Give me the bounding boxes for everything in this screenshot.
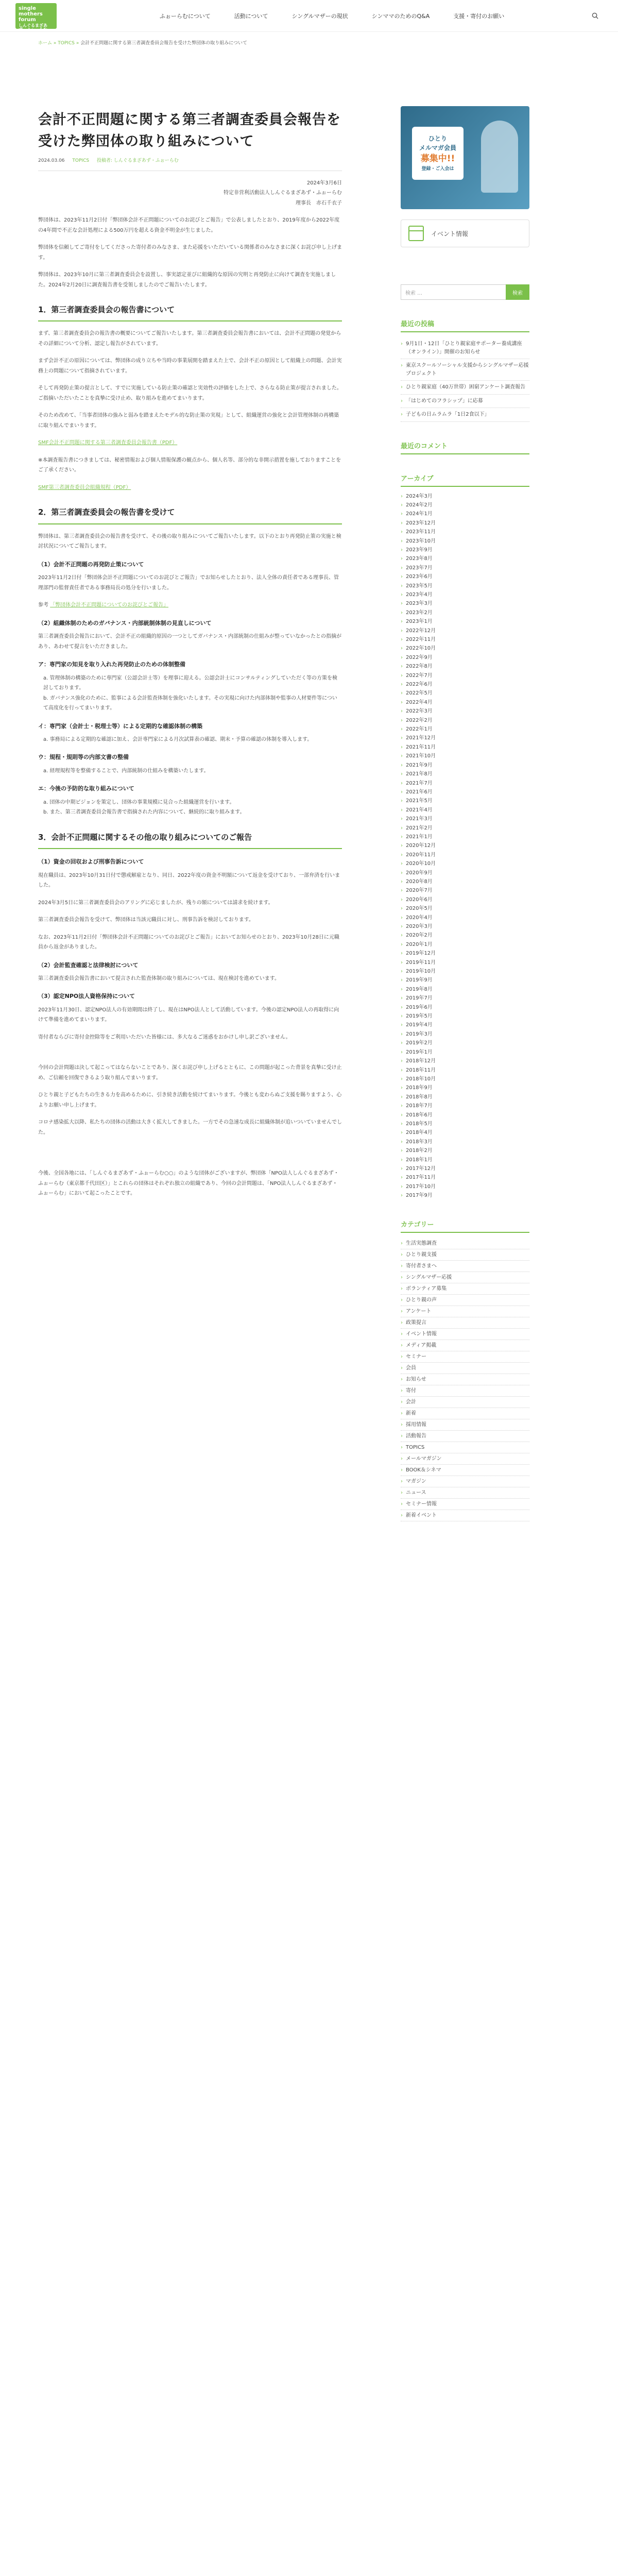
archive-item[interactable]: › 2018年3月 <box>401 1138 529 1146</box>
category-item[interactable]: › セミナー情報 <box>401 1499 529 1510</box>
archive-item[interactable]: › 2021年8月 <box>401 770 529 778</box>
category-item[interactable]: › 政策提言 <box>401 1317 529 1329</box>
archive-item[interactable]: › 2023年6月 <box>401 572 529 581</box>
category-item[interactable]: › 寄付 <box>401 1385 529 1397</box>
archive-item[interactable]: › 2022年8月 <box>401 662 529 671</box>
banner-sub: 登録・ご入会は <box>421 166 454 172</box>
category-item[interactable]: › お知らせ <box>401 1374 529 1385</box>
archive-item[interactable]: › 2018年10月 <box>401 1075 529 1083</box>
archive-item[interactable]: › 2023年9月 <box>401 546 529 554</box>
recent-post-item[interactable]: › 「はじめてのフラシップ」に応募 <box>401 395 529 409</box>
category-item[interactable]: › イベント情報 <box>401 1329 529 1340</box>
post-date: 2024.03.06 <box>38 158 65 163</box>
archive-item[interactable]: › 2019年3月 <box>401 1030 529 1039</box>
archive-item[interactable]: › 2023年8月 <box>401 554 529 563</box>
archive-item[interactable]: › 2023年3月 <box>401 599 529 608</box>
banner-text <box>412 127 464 180</box>
closing-paragraph: コロナ感染拡大以降、私たちの団体の活動は大きく拡大してきました。一方でその急速な成長に組織体制が追いついていませんでした。 <box>38 1120 342 1136</box>
subsection-heading: イ：専門家（会計士・税理士等）による定期的な確認体制の構築 <box>38 722 202 730</box>
archive-item[interactable]: › 2021年9月 <box>401 761 529 770</box>
paragraph: 現在職員は、2023年10月31日付で懲戒解雇となり、同日、2022年度の資金不明額について返金を受けており、一部弁済を行いました。 <box>38 872 340 888</box>
section-heading: 2．第三者調査委員会の報告書を受けて <box>38 505 342 524</box>
archive-item[interactable]: › 2021年10月 <box>401 752 529 760</box>
reference-label: 参考 <box>38 602 48 608</box>
archive-item[interactable]: › 2020年7月 <box>401 886 529 895</box>
category-item[interactable]: › アンケート <box>401 1306 529 1317</box>
paragraph: 第三者調査委員会報告書において提言された監査体制の取り組みについては、現在検討を進めています。 <box>38 975 280 981</box>
mailmagazine-banner[interactable] <box>401 106 529 209</box>
list-item: a. 事務局による定期的な確認に加え、会計専門家による月次試算表の確認、期末・予算の確認の体制を導入します。 <box>43 736 313 742</box>
archive-item[interactable]: › 2018年2月 <box>401 1146 529 1155</box>
widget-title-comments: 最近のコメント <box>401 440 529 454</box>
recent-post-item[interactable]: › ひとり親家庭（40万世帯）困窮アンケート調査報告 <box>401 381 529 395</box>
category-item[interactable]: › 寄付者さまへ <box>401 1261 529 1272</box>
category-item[interactable]: › ひとり親の声 <box>401 1295 529 1306</box>
recent-post-item[interactable]: › 東京スクールソーシャル支援からシングルマザー応援プロジェクト <box>401 359 529 381</box>
search-button[interactable]: 検索 <box>506 284 529 300</box>
list <box>43 766 342 776</box>
archive-item[interactable]: › 2021年3月 <box>401 815 529 823</box>
archive-item[interactable]: › 2020年4月 <box>401 913 529 922</box>
archive-item[interactable]: › 2018年1月 <box>401 1156 529 1164</box>
archive-item[interactable]: › 2020年9月 <box>401 869 529 877</box>
category-item[interactable]: › 活動報告 <box>401 1431 529 1442</box>
breadcrumb-category[interactable]: TOPICS <box>58 41 75 46</box>
archive-item[interactable]: › 2018年6月 <box>401 1111 529 1120</box>
archive-item[interactable]: › 2023年5月 <box>401 582 529 590</box>
paragraph: そのため改めて、「当事者団体の強みと弱みを踏まえたモデル的な防止策の実現」として、組織運営の強化と会計管理体制の再構築に取り組んでまいります。 <box>38 413 339 429</box>
archive-item[interactable]: › 2019年10月 <box>401 967 529 976</box>
archive-item[interactable]: › 2020年8月 <box>401 877 529 886</box>
archive-item[interactable]: › 2021年12月 <box>401 734 529 742</box>
archive-item[interactable]: › 2018年5月 <box>401 1120 529 1128</box>
list-item: a. 経理規程等を整備することで、内部統制の仕組みを構築いたします。 <box>43 768 209 774</box>
list <box>43 798 342 818</box>
post-author: 投稿者: しんぐるまざあず・ふぉーらむ <box>96 158 179 163</box>
category-item[interactable]: › BOOK＆シネマ <box>401 1465 529 1476</box>
subsection-heading: ア：専門家の知見を取り入れた再発防止のための体制整備 <box>38 661 185 668</box>
category-item[interactable]: › ニュース <box>401 1487 529 1499</box>
category-item[interactable]: › 会計 <box>401 1397 529 1408</box>
nav-donate[interactable]: 支援・寄付のお願い <box>453 13 505 20</box>
archive-item[interactable]: › 2021年11月 <box>401 743 529 752</box>
subsection-heading: （3）認定NPO法人資格保持について <box>38 993 135 1000</box>
paragraph: 弊団体は、第三者調査委員会の報告書を受けて、その後の取り組みについてご報告いたします。以下のとおり再発防止策の実施と検討状況についてご報告します。 <box>38 533 341 550</box>
archive-item[interactable]: › 2019年9月 <box>401 976 529 985</box>
archive-item[interactable]: › 2021年7月 <box>401 779 529 788</box>
category-item[interactable]: › TOPICS <box>401 1442 529 1453</box>
archive-item[interactable]: › 2018年8月 <box>401 1093 529 1101</box>
archive-item[interactable]: › 2022年6月 <box>401 680 529 689</box>
breadcrumb-separator: » <box>53 41 57 46</box>
category-item[interactable]: › シングルマザー応援 <box>401 1272 529 1283</box>
recent-post-item[interactable]: › 子どもの日ムラムラ「1日2食以下」 <box>401 408 529 422</box>
category-item[interactable]: › マガジン <box>401 1476 529 1487</box>
breadcrumb-separator: » <box>76 41 79 46</box>
breadcrumb-home[interactable]: ホーム <box>38 41 53 46</box>
logo-line: single <box>19 5 36 11</box>
list <box>43 735 342 745</box>
archive-item[interactable]: › 2021年2月 <box>401 824 529 833</box>
calendar-icon <box>408 226 424 241</box>
paragraph: なお、2023年11月2日付「弊団体会計不正問題についてのお詫びとご報告」においてお知らせのとおり、2023年10月28日に元職員から返金がありました。 <box>38 934 339 950</box>
banner-line: 募集中!! <box>420 154 455 164</box>
banner-line: ひとり <box>428 135 447 142</box>
category-item[interactable]: › メールマガジン <box>401 1453 529 1465</box>
nav-status[interactable]: シングルマザーの現状 <box>291 13 348 20</box>
reference-link[interactable]: 「弊団体会計不正問題についてのお詫びとご報告」 <box>50 602 168 608</box>
archive-item[interactable]: › 2022年4月 <box>401 698 529 707</box>
logo-line: mothers <box>19 11 43 17</box>
archive-item[interactable]: › 2024年1月 <box>401 510 529 518</box>
banner-photo <box>481 121 518 193</box>
category-item[interactable]: › 新着 <box>401 1408 529 1419</box>
archive-item[interactable]: › 2023年10月 <box>401 537 529 546</box>
archive-item[interactable]: › 2024年2月 <box>401 501 529 510</box>
paragraph: そして再発防止策の提言として、すでに実施している防止策の確認と実効性の評価をした上で、さらなる防止策が提言されました。ご指摘いただいたことを真摯に受け止め、取り組みを進めてまいります。 <box>38 385 342 401</box>
archive-item[interactable]: › 2020年10月 <box>401 859 529 868</box>
subsection-heading: （1）資金の回収および刑事告訴について <box>38 858 144 866</box>
archive-item[interactable]: › 2017年11月 <box>401 1173 529 1182</box>
subsection-heading: （2）会計監査確認と法律検討について <box>38 961 139 969</box>
archive-item[interactable]: › 2018年4月 <box>401 1128 529 1137</box>
archive-item[interactable]: › 2019年8月 <box>401 985 529 994</box>
logo-line: forum <box>19 16 36 23</box>
category-item[interactable]: › 採用情報 <box>401 1419 529 1431</box>
main-content <box>38 53 342 1206</box>
section-heading: 1．第三者調査委員会の報告書について <box>38 302 342 321</box>
archive-item[interactable]: › 2020年11月 <box>401 851 529 859</box>
page-title: 会計不正問題に関する第三者調査委員会報告を受けた弊団体の取り組みについて <box>38 112 341 149</box>
archive-item[interactable]: › 2023年12月 <box>401 519 529 528</box>
archive-item[interactable]: › 2020年12月 <box>401 841 529 850</box>
sidebar <box>401 106 529 1521</box>
archive-item[interactable]: › 2023年1月 <box>401 617 529 626</box>
breadcrumb-current: 会計不正問題に関する第三者調査委員会報告を受けた弊団体の取り組みについて <box>80 41 248 46</box>
widget-title-category: カテゴリー <box>401 1219 529 1233</box>
category-item[interactable]: › ボランティア募集 <box>401 1283 529 1295</box>
paragraph: 第三者調査委員会報告を受けて、弊団体は当該元職員に対し、刑事告訴を検討しております。 <box>38 917 254 923</box>
archive-item[interactable]: › 2022年1月 <box>401 725 529 734</box>
archive-item[interactable]: › 2020年5月 <box>401 904 529 913</box>
archive-item[interactable]: › 2019年5月 <box>401 1012 529 1021</box>
breadcrumb <box>0 32 618 53</box>
article-date: 2024年3月6日 <box>306 180 342 186</box>
archive-item[interactable]: › 2022年12月 <box>401 626 529 635</box>
paragraph: 第三者調査委員会報告において、会計不正の組織的原因の一つとしてガバナンス・内部統制の仕組みが整っていなかったとの指摘があり、あわせて提言をいただきました。 <box>38 634 341 650</box>
site-header <box>0 0 618 32</box>
archive-item[interactable]: › 2020年3月 <box>401 922 529 931</box>
section-heading: 3．会計不正問題に関するその他の取り組みについてのご報告 <box>38 830 342 849</box>
archive-item[interactable]: › 2019年4月 <box>401 1021 529 1029</box>
intro-paragraph: 弊団体を信頼してご寄付をしてくださった寄付者のみなさま、また応援をいただいている関係者のみなさまに深くお詫び申し上げます。 <box>38 245 342 261</box>
archive-item[interactable]: › 2019年1月 <box>401 1048 529 1057</box>
archive-item[interactable]: › 2018年12月 <box>401 1057 529 1065</box>
archive-item[interactable]: › 2022年9月 <box>401 653 529 662</box>
archive-item[interactable]: › 2022年10月 <box>401 644 529 653</box>
archive-item[interactable]: › 2019年7月 <box>401 994 529 1003</box>
archive-item[interactable]: › 2023年7月 <box>401 564 529 572</box>
final-paragraph: 今後、全国各地には、「しんぐるまざあず・ふぉーらむ○○」のような団体がございますが、弊団体「NPO法人しんぐるまざあず・ふぉーらむ（東京都千代田区）」とこれらの団体はそれぞれ独立の組織であり、今回の会計問題は、「NPO法人しんぐるまざあず・ふぉーらむ」において起こったことです。 <box>38 1171 339 1197</box>
nav-about[interactable]: ふぉーらむについて <box>160 13 211 20</box>
archive-item[interactable]: › 2022年11月 <box>401 635 529 644</box>
archive-item[interactable]: › 2022年7月 <box>401 671 529 680</box>
sidebar-search <box>401 284 529 300</box>
event-info-label: イベント情報 <box>431 230 469 238</box>
archive-item[interactable]: › 2023年2月 <box>401 608 529 617</box>
closing-paragraph: ひとり親と子どもたちの生きる力を高めるために、引き続き活動を続けてまいります。今後とも変わらぬご支援を賜りますよう、心よりお願い申し上げます。 <box>38 1092 342 1108</box>
list <box>43 673 342 714</box>
archive-item[interactable]: › 2019年6月 <box>401 1003 529 1012</box>
archive-item[interactable]: › 2022年2月 <box>401 716 529 725</box>
paragraph: 2023年11月2日付「弊団体会計不正問題についてのお詫びとご報告」でお知らせしたとおり、法人全体の責任者である理事長、管理部門の監督責任者である事務局長の処分を行いました。 <box>38 575 339 591</box>
paragraph: 2023年11月30日、認定NPO法人の有効期間は終了し、現在はNPO法人として活動しています。今後の認定NPO法人の再取得に向けて準備を進めてまいります。 <box>38 1007 339 1023</box>
category-item[interactable]: › ひとり親支援 <box>401 1249 529 1261</box>
logo-subtitle: しんぐるまざあず・ふぉーらむ <box>19 23 47 32</box>
nav-activities[interactable]: 活動について <box>234 13 268 20</box>
archive-item[interactable]: › 2021年5月 <box>401 796 529 805</box>
list-item: a. 管理体制の構築のために専門家（公認会計士等）を理事に迎える。公認会計士にコンサルティングしていただく等の方策を検討しております。 <box>43 675 337 691</box>
widget-title-archive: アーカイブ <box>401 473 529 487</box>
post-category[interactable]: TOPICS <box>72 158 90 163</box>
paragraph: 2024年3月5日に第三者調査委員会のアリングに応じましたが、残りの額については請求を続けます。 <box>38 900 273 906</box>
subsection-heading: ウ：規程・規則等の内部文書の整備 <box>38 754 129 761</box>
intro-paragraph: 弊団体は、2023年10月に第三者調査委員会を設置し、事実認定並びに組織的な原因の究明と再発防止に向けて調査を実施しました。2024年2月20日に調査報告書を受領しましたのでご報告いたします。 <box>38 272 336 288</box>
paragraph: 寄付者ならびに寄付金控除等をご利用いただいた皆様には、多大なるご迷惑をおかけし申し訳ございません。 <box>38 1034 291 1040</box>
list-item: b. ガバナンス強化のために、監事による会計監査体制を強化いたします。その実現に向けた内部体制や監事の人材要件等について高度化を行ってまいります。 <box>43 695 337 711</box>
report-pdf-link[interactable]: SMF会計不正問題に関する第三者調査委員会報告書（PDF） <box>38 440 178 446</box>
category-item[interactable]: › 新着イベント <box>401 1510 529 1521</box>
intro-paragraph: 弊団体は、2023年11月2日付「弊団体会計不正問題についてのお詫びとご報告」で公表しましたとおり、2019年度から2022年度の4年間で不正な会計処理による500万円を超える資金不明金が生じました。 <box>38 217 340 233</box>
archive-item[interactable]: › 2020年2月 <box>401 931 529 940</box>
archive-item[interactable]: › 2023年4月 <box>401 590 529 599</box>
archive-item[interactable]: › 2017年12月 <box>401 1164 529 1173</box>
subsection-heading: （2）組織体制のためのガバナンス・内部統制体制の見直しについて <box>38 619 212 626</box>
archive-item[interactable]: › 2019年12月 <box>401 949 529 958</box>
archive-item[interactable]: › 2019年11月 <box>401 958 529 967</box>
search-input[interactable]: 検索 … <box>401 284 506 300</box>
archive-item[interactable]: › 2018年11月 <box>401 1066 529 1075</box>
recent-post-item[interactable]: › 9月1日・12日「ひとり親家庭サポーター養成講座（オンライン）」開催のお知らせ <box>401 337 529 359</box>
site-logo[interactable] <box>15 3 57 32</box>
list-item: a. 団体の中期ビジョンを策定し、団体の事業規模に見合った組織運営を行います。 <box>43 799 235 805</box>
article-date-line <box>38 178 342 209</box>
archive-item[interactable]: › 2017年10月 <box>401 1182 529 1191</box>
category-list <box>401 1238 529 1521</box>
archive-item[interactable]: › 2018年9月 <box>401 1083 529 1092</box>
archive-item[interactable]: › 2018年7月 <box>401 1101 529 1110</box>
subsection-heading: エ：今後の予防的な取り組みについて <box>38 785 134 792</box>
paragraph: まず、第三者調査委員会の報告書の概要についてご報告いたします。第三者調査委員会報告書においては、会計不正問題の発覚からその詳細について分析、認定し報告がされています。 <box>38 331 341 347</box>
archive-item[interactable]: › 2019年2月 <box>401 1039 529 1047</box>
post-meta <box>38 157 342 163</box>
article-representative: 理事長 赤石千衣子 <box>296 200 342 206</box>
archive-item[interactable]: › 2024年3月 <box>401 492 529 501</box>
category-item[interactable]: › メディア掲載 <box>401 1340 529 1351</box>
archive-list <box>401 492 529 1200</box>
note-paragraph: ※本調査報告書につきましては、秘密情報および個人情報保護の観点から、個人名等、部分的な非開示措置を施しておりますことをご了承ください。 <box>38 457 341 473</box>
subsection-heading: （1）会計不正問題の再発防止策について <box>38 561 144 568</box>
reference-line <box>38 600 342 611</box>
search-icon[interactable] <box>592 12 598 19</box>
recent-posts-list <box>401 337 529 422</box>
global-nav <box>160 0 528 32</box>
archive-item[interactable]: › 2020年6月 <box>401 895 529 904</box>
widget-title-recent: 最近の投稿 <box>401 318 529 332</box>
nav-qa[interactable]: シンママのためのQ&A <box>371 13 430 20</box>
archive-item[interactable]: › 2022年3月 <box>401 707 529 716</box>
archive-item[interactable]: › 2021年4月 <box>401 806 529 815</box>
archive-item[interactable]: › 2021年6月 <box>401 788 529 796</box>
article-org: 特定非営利活動法人しんぐるまざあず・ふぉーらむ <box>224 190 342 196</box>
category-item[interactable]: › セミナー <box>401 1351 529 1363</box>
category-item[interactable]: › 会員 <box>401 1363 529 1374</box>
regulation-pdf-link[interactable]: SMF第三者調査委員会組織規程（PDF） <box>38 484 131 490</box>
category-item[interactable]: › 生活実態調査 <box>401 1238 529 1249</box>
archive-item[interactable]: › 2017年9月 <box>401 1191 529 1200</box>
closing-paragraph: 今回の会計問題は決して起こってはならないことであり、深くお詫び申し上げるとともに、この問題が起こった背景を真摯に受け止め、ご信頼を回復できるよう取り組んでまいります。 <box>38 1065 342 1081</box>
paragraph: まず会計不正の原因については、弊団体の成り立ちや当時の事業展開を踏まえた上で、会計不正の原因として組織上の問題、会計実務上の問題について指摘されています。 <box>38 358 342 374</box>
archive-item[interactable]: › 2023年11月 <box>401 528 529 536</box>
archive-item[interactable]: › 2021年1月 <box>401 833 529 841</box>
event-info-link[interactable] <box>401 219 529 247</box>
list-item: b. また、第三者調査委員会報告書で指摘された内容について、継続的に取り組みます。 <box>43 809 245 816</box>
article-body <box>38 178 342 1199</box>
banner-line: メルマガ会員 <box>419 144 456 151</box>
archive-item[interactable]: › 2020年1月 <box>401 940 529 949</box>
archive-item[interactable]: › 2022年5月 <box>401 689 529 698</box>
